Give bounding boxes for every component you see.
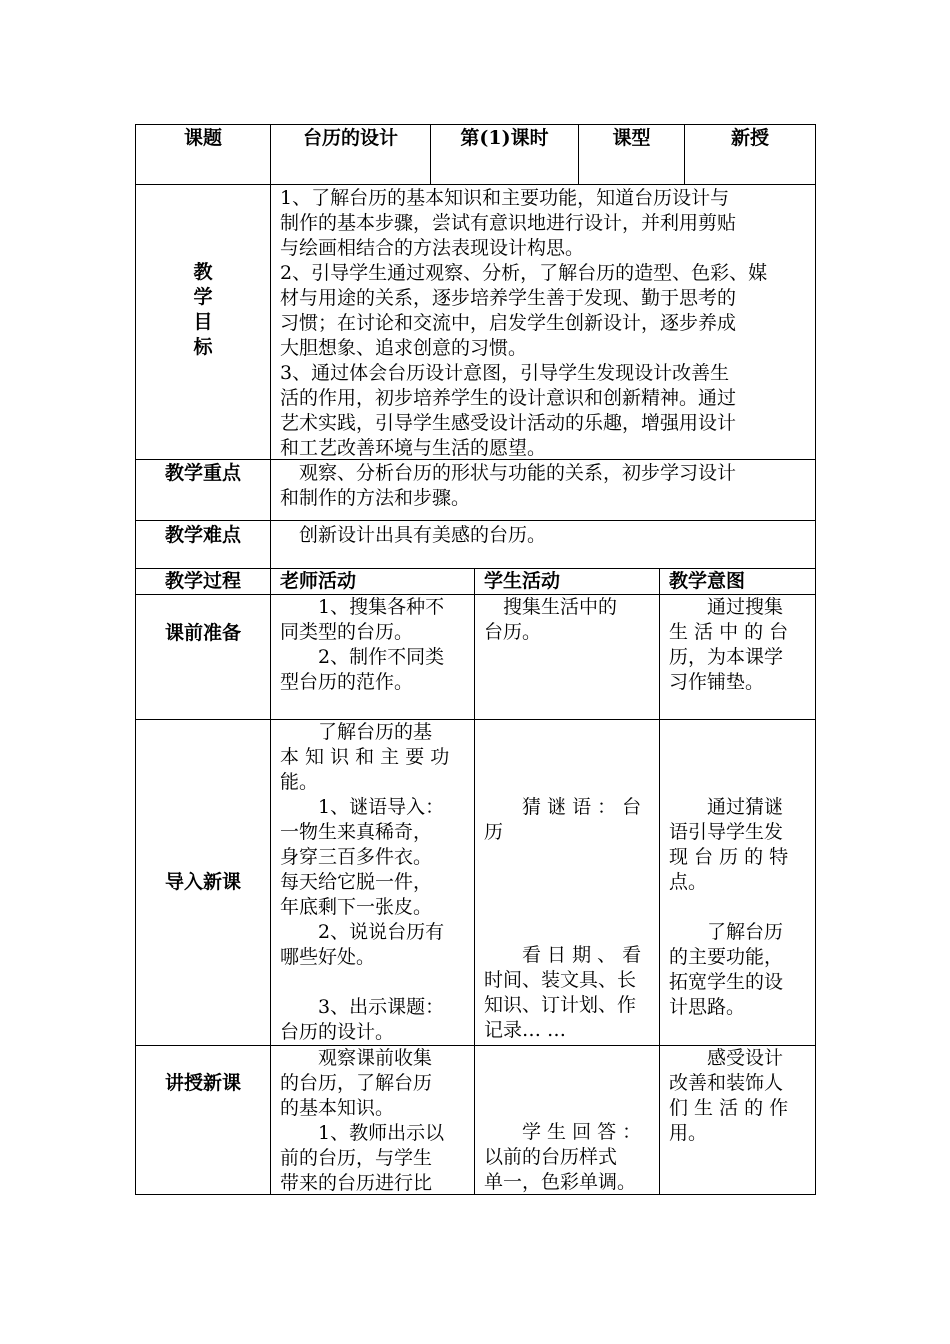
lecture-student-line: 学 生 回 答 ： bbox=[484, 1121, 642, 1143]
prep-teacher-line: 2、制作不同类 bbox=[280, 646, 445, 668]
intro-intent-line: 现 台 历 的 特 bbox=[669, 846, 789, 868]
lecture-student-line: 单一，色彩单调。 bbox=[484, 1171, 637, 1193]
prep-student-line: 搜集生活中的 bbox=[484, 596, 618, 618]
row-divider bbox=[135, 520, 816, 521]
intro-intent-line: 拓宽学生的设 bbox=[669, 971, 784, 993]
key-point-text bbox=[280, 461, 810, 511]
goals-label-char: 学 bbox=[193, 286, 213, 308]
prep-teacher-line: 同类型的台历。 bbox=[280, 621, 414, 643]
prep-teacher-line: 型台历的范作。 bbox=[280, 671, 414, 693]
lecture-intent-line: 感受设计 bbox=[669, 1047, 784, 1069]
lecture-intent-line: 用。 bbox=[669, 1122, 708, 1144]
intro-student-line: 知识、订计划、作 bbox=[484, 994, 637, 1016]
lecture-teacher-line: 带来的台历进行比 bbox=[280, 1172, 433, 1194]
intro-student-line: 历 bbox=[484, 821, 504, 843]
difficulty-text: 创新设计出具有美感的台历。 bbox=[280, 524, 547, 546]
intro-student-line: 记录… … bbox=[484, 1019, 567, 1041]
lecture-student-line: 以前的台历样式 bbox=[484, 1146, 618, 1168]
intro-intent-line: 了解台历 bbox=[669, 921, 784, 943]
prep-student-line: 台历。 bbox=[484, 621, 542, 643]
lecture-teacher-line: 观察课前收集 bbox=[280, 1047, 433, 1069]
column-divider bbox=[474, 568, 475, 1195]
intro-intent-line: 点。 bbox=[669, 871, 708, 893]
intro-teacher-line: 了解台历的基 bbox=[280, 721, 433, 743]
lecture-student bbox=[484, 1120, 654, 1195]
lecture-label: 讲授新课 bbox=[164, 1072, 241, 1094]
intro-teacher-line: 哪些好处。 bbox=[280, 946, 376, 968]
goals-line: 和工艺改善环境与生活的愿望。 bbox=[280, 437, 547, 459]
lecture-teacher bbox=[280, 1046, 470, 1196]
row-divider bbox=[135, 719, 816, 720]
intro-teacher-line: 3、出示课题： bbox=[280, 996, 445, 1018]
intro-intent-riddle bbox=[669, 795, 809, 895]
row-divider bbox=[135, 184, 816, 185]
prep-intent-line: 历，为本课学 bbox=[669, 646, 784, 668]
goals-line: 1、了解台历的基本知识和主要功能，知道台历设计与 bbox=[280, 187, 730, 209]
goals-line: 材与用途的关系，逐步培养学生善于发现、勤于思考的 bbox=[280, 287, 737, 309]
header-type-value: 新授 bbox=[730, 127, 769, 149]
header-period: 第(1)课时 bbox=[460, 127, 549, 149]
goals-line: 活的作用，初步培养学生的设计意识和创新精神。通过 bbox=[280, 387, 737, 409]
lecture-teacher-line: 1、教师出示以 bbox=[280, 1122, 445, 1144]
intro-student-line: 时间、装文具、长 bbox=[484, 969, 637, 991]
intro-teacher bbox=[280, 720, 470, 1045]
goals-line: 习惯；在讨论和交流中，启发学生创新设计，逐步养成 bbox=[280, 312, 737, 334]
lecture-intent-line: 改善和装饰人 bbox=[669, 1072, 784, 1094]
table-border-top bbox=[135, 124, 816, 125]
column-divider bbox=[270, 124, 271, 1195]
goals-line: 与绘画相结合的方法表现设计构思。 bbox=[280, 237, 585, 259]
process-header-teacher: 老师活动 bbox=[280, 570, 357, 592]
header-type-label: 课型 bbox=[612, 127, 651, 149]
table-border-bottom bbox=[135, 1194, 816, 1195]
intro-intent-line: 通过猜谜 bbox=[669, 796, 784, 818]
prep-intent bbox=[669, 595, 809, 695]
intro-teacher-line: 年底剩下一张皮。 bbox=[280, 896, 433, 918]
goals-line: 艺术实践，引导学生感受设计活动的乐趣，增强用设计 bbox=[280, 412, 737, 434]
key-point-line: 观察、分析台历的形状与功能的关系，初步学习设计 bbox=[280, 462, 737, 484]
key-point-label: 教学重点 bbox=[164, 462, 241, 484]
intro-teacher-line bbox=[280, 970, 470, 995]
prep-student bbox=[484, 595, 654, 645]
intro-intent-line: 的主要功能， bbox=[669, 946, 784, 968]
prep-teacher bbox=[280, 595, 470, 695]
goals-label bbox=[136, 260, 270, 360]
intro-intent-function bbox=[669, 920, 809, 1020]
header-subject-label: 课题 bbox=[183, 127, 222, 149]
intro-intent-line: 计思路。 bbox=[669, 996, 746, 1018]
lecture-teacher-line: 的台历，了解台历 bbox=[280, 1072, 433, 1094]
goals-label-char: 教 bbox=[193, 261, 213, 283]
prep-teacher-line: 1、搜集各种不 bbox=[280, 596, 445, 618]
lecture-intent bbox=[669, 1046, 809, 1146]
goals-label-char: 标 bbox=[193, 336, 213, 358]
intro-teacher-line: 能。 bbox=[280, 771, 319, 793]
difficulty-label: 教学难点 bbox=[164, 524, 241, 546]
goals-line: 大胆想象、追求创意的习惯。 bbox=[280, 337, 528, 359]
goals-line: 3、通过体会台历设计意图，引导学生发现设计改善生 bbox=[280, 362, 730, 384]
lecture-teacher-line: 前的台历，与学生 bbox=[280, 1147, 433, 1169]
process-header-stage: 教学过程 bbox=[164, 570, 241, 592]
table-border-right bbox=[815, 124, 816, 1195]
intro-teacher-line: 身穿三百多件衣。 bbox=[280, 846, 433, 868]
header-subject-value: 台历的设计 bbox=[302, 127, 398, 149]
goals-line: 制作的基本步骤，尝试有意识地进行设计，并利用剪贴 bbox=[280, 212, 737, 234]
goals-label-char: 目 bbox=[193, 311, 213, 333]
column-divider bbox=[659, 568, 660, 1195]
lecture-teacher-line: 的基本知识。 bbox=[280, 1097, 395, 1119]
intro-student-uses bbox=[484, 943, 654, 1043]
lecture-intent-line: 们 生 活 的 作 bbox=[669, 1097, 789, 1119]
intro-teacher-line: 本 知 识 和 主 要 功 bbox=[280, 746, 450, 768]
process-header-student: 学生活动 bbox=[484, 570, 561, 592]
prep-label: 课前准备 bbox=[164, 622, 241, 644]
prep-intent-line: 生 活 中 的 台 bbox=[669, 621, 789, 643]
intro-teacher-line: 2、说说台历有 bbox=[280, 921, 445, 943]
prep-intent-line: 通过搜集 bbox=[669, 596, 784, 618]
key-point-line: 和制作的方法和步骤。 bbox=[280, 487, 471, 509]
intro-student-line: 看 日 期 、 看 bbox=[484, 944, 642, 966]
intro-student-line: 猜 谜 语 ： 台 bbox=[484, 796, 642, 818]
intro-student-riddle bbox=[484, 795, 654, 845]
intro-teacher-line: 每天给它脱一件， bbox=[280, 871, 433, 893]
intro-label: 导入新课 bbox=[164, 871, 241, 893]
intro-teacher-line: 1、谜语导入： bbox=[280, 796, 445, 818]
intro-intent-line: 语引导学生发 bbox=[669, 821, 784, 843]
process-header-intent: 教学意图 bbox=[669, 570, 746, 592]
goals-line: 2、引导学生通过观察、分析，了解台历的造型、色彩、媒 bbox=[280, 262, 768, 284]
intro-teacher-line: 台历的设计。 bbox=[280, 1021, 395, 1043]
prep-intent-line: 习作铺垫。 bbox=[669, 671, 765, 693]
goals-text bbox=[280, 186, 810, 461]
intro-teacher-line: 一物生来真稀奇， bbox=[280, 821, 433, 843]
